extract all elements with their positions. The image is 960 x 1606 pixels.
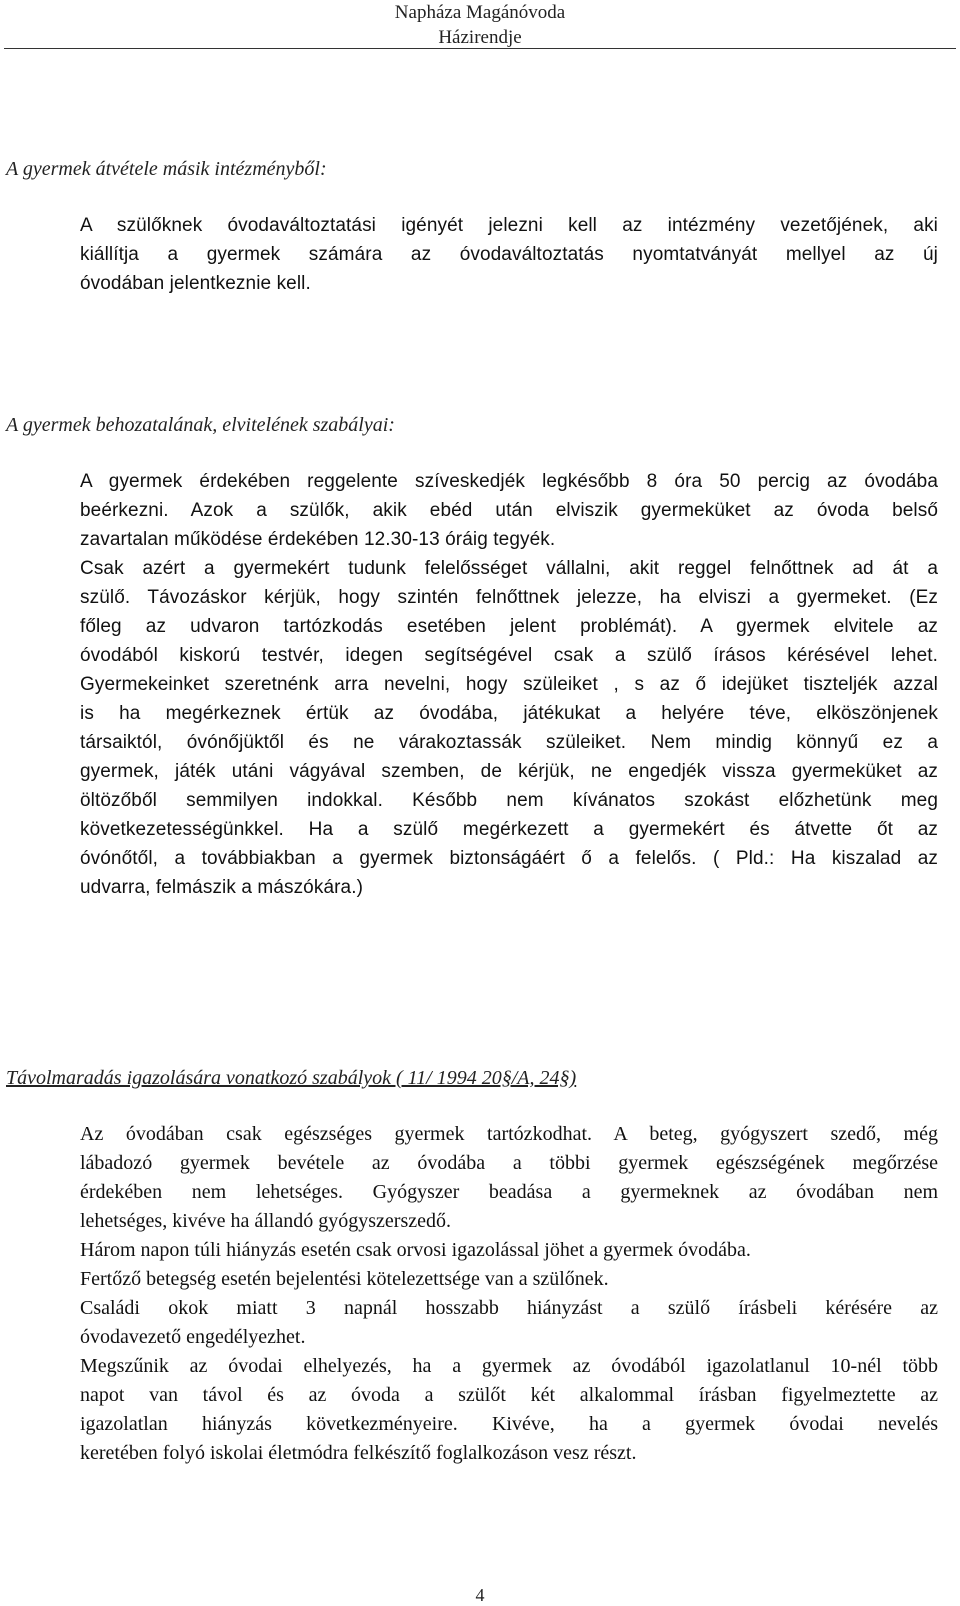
text-line: következetességünkkel. Ha a szülő megérkezett a gyermekért és átvette őt az xyxy=(80,819,938,840)
text-line: társaiktól, óvónőjüktől és ne várakoztassák szüleiket. Nem mindig könnyű ez a xyxy=(80,732,938,753)
text-line: A gyermek érdekében reggelente szíveskedjék legkésőbb 8 óra 50 percig az óvodába xyxy=(80,471,938,492)
section-body-dropoff-pickup-rules xyxy=(80,612,938,902)
text-line: is ha megérkeznek értük az óvodába, játékukat a helyére téve, elköszönjenek xyxy=(80,703,938,724)
text-line: óvodából kiskorú testvér, idegen segítségével csak a szülő írásos kérésével lehet. xyxy=(80,645,938,666)
text-line: óvodavezető engedélyezhet. xyxy=(80,1326,306,1348)
text-line: udvarra, felmászik a mászókára.) xyxy=(80,877,364,898)
text-line: Gyermekeinket szeretnénk arra nevelni, hogy szüleiket , s az ő idejüket tiszteljék azzal xyxy=(80,674,938,695)
section-title-absence xyxy=(6,1065,576,1091)
text-line: Családi okok miatt 3 napnál hosszabb hiányzást a szülő írásbeli kérésére az xyxy=(80,1297,938,1319)
text-line: igazolatlan hiányzás következményeire. Kivéve, ha a gyermek óvodai nevelés xyxy=(80,1413,938,1435)
text-line: szülő. Távozáskor kérjük, hogy szintén felnőttnek jelezze, ha elviszi a gyermeket. (Ez xyxy=(80,587,938,608)
section-title-absence-text: Távolmaradás igazolására vonatkozó szabályok ( 11/ 1994 20§/A, 24§) xyxy=(6,1067,577,1089)
text-line: Fertőző betegség esetén bejelentési kötelezettsége van a szülőnek. xyxy=(80,1268,609,1290)
section-body-dropoff-pickup-intro xyxy=(80,467,938,612)
section-title-transfer: A gyermek átvétele másik intézményből: xyxy=(6,158,327,180)
text-line: napot van távol és az óvoda a szülőt két alkalommal írásban figyelmeztette az xyxy=(80,1384,938,1406)
text-line: Csak azért a gyermekért tudunk felelősséget vállalni, akit reggel felnőttnek ad át a xyxy=(80,558,938,579)
text-line: főleg az udvaron tartózkodás esetében jelent problémát). A gyermek elvitele az xyxy=(80,616,938,637)
text-line: lehetséges, kivéve ha állandó gyógyszerszedő. xyxy=(80,1210,451,1232)
header-doc-title: Házirendje xyxy=(438,27,522,48)
text-line: Megszűnik az óvodai elhelyezés, ha a gyermek az óvodából igazolatlanul 10-nél több xyxy=(80,1355,938,1377)
text-line: beérkezni. Azok a szülők, akik ebéd után elviszik gyermeküket az óvoda belső xyxy=(80,500,938,521)
text-line: óvónőtől, a továbbiakban a gyermek biztonságáért ő a felelős. ( Pld.: Ha kiszalad az xyxy=(80,848,938,869)
text-line: gyermek, játék utáni vágyával szemben, de kérjük, ne engedjék vissza gyermeküket az xyxy=(80,761,938,782)
page-number: 4 xyxy=(475,1585,485,1605)
text-line: zavartalan működése érdekében 12.30-13 óráig tegyék. xyxy=(80,529,556,550)
header-org-name: Napháza Magánóvoda xyxy=(394,2,566,23)
text-line: öltözőből semmilyen indokkal. Később nem kívánatos szokást előzhetünk meg xyxy=(80,790,938,811)
text-line: keretében folyó iskolai életmódra felkészítő foglalkozáson vesz részt. xyxy=(80,1442,637,1464)
page-header xyxy=(0,0,960,50)
text-line: Három napon túli hiányzás esetén csak orvosi igazolással jöhet a gyermek óvodába. xyxy=(80,1239,751,1261)
section-body-transfer xyxy=(80,211,938,298)
text-line: A szülőknek óvodaváltoztatási igényét jelezni kell az intézmény vezetőjének, aki xyxy=(80,215,938,236)
text-line: lábadozó gyermek bevétele az óvodába a többi gyermek egészségének megőrzése xyxy=(80,1152,938,1174)
text-line: Az óvodában csak egészséges gyermek tartózkodhat. A beteg, gyógyszert szedő, még xyxy=(80,1123,938,1145)
section-body-absence xyxy=(80,1120,938,1468)
section-title-dropoff-pickup: A gyermek behozatalának, elvitelének szabályai: xyxy=(6,414,395,436)
header-divider xyxy=(4,48,956,49)
text-line: érdekében nem lehetséges. Gyógyszer beadása a gyermeknek az óvodában nem xyxy=(80,1181,938,1203)
text-line: óvodában jelentkeznie kell. xyxy=(80,273,311,294)
text-line: kiállítja a gyermek számára az óvodaváltoztatás nyomtatványát mellyel az új xyxy=(80,244,938,265)
